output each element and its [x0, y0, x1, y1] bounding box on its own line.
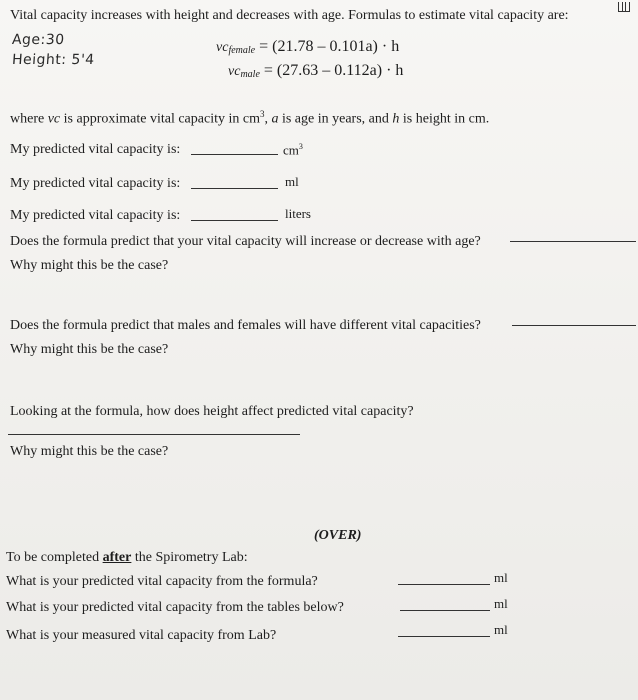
where-sup: 3 [259, 109, 265, 119]
where-vc: vc [47, 111, 61, 127]
where-text-2: is approximate vital capacity in cm [60, 111, 260, 127]
formula-female [216, 38, 399, 56]
predicted-ml-blank[interactable] [191, 188, 278, 189]
after-lab-item-measured: What is your measured vital capacity from Lab? [6, 628, 277, 643]
formula-male-subscript: male [240, 69, 260, 80]
where-line [10, 106, 489, 128]
unit-cm3-sup: 3 [298, 142, 303, 151]
formula-male-symbol: vc [228, 64, 241, 79]
handwritten-height: Height: 5'4 [11, 52, 96, 68]
where-a: a [271, 111, 279, 127]
unit-cm3 [283, 142, 303, 158]
unit-ml: ml [285, 174, 299, 189]
unit-liters: liters [285, 206, 311, 221]
formula-male-rhs: = (27.63 – 0.112a) · h [263, 62, 404, 79]
intro-sentence: Vital capacity increases with height and decreases with age. Formulas to estimate vital capacity are: [10, 8, 569, 23]
answer-height-blank[interactable] [8, 434, 300, 435]
formula-female-subscript: female [228, 45, 256, 56]
after-lab-text-1: To be completed [6, 550, 103, 565]
formula-male [228, 62, 403, 80]
question-sex-why: Why might this be the case? [10, 342, 169, 357]
icon-box-mark [618, 2, 630, 12]
answer-sex-blank[interactable] [512, 325, 636, 326]
where-text-3: , [264, 111, 272, 127]
after-lab-emphasis: after [102, 550, 132, 565]
handwritten-age: Age:30 [11, 32, 66, 48]
question-age-why: Why might this be the case? [10, 258, 169, 273]
after-lab-measured-blank[interactable] [398, 636, 490, 637]
answer-age-blank[interactable] [510, 241, 636, 242]
after-lab-heading [6, 550, 248, 566]
after-lab-tables-blank[interactable] [400, 610, 490, 611]
predicted-label-cm3: My predicted vital capacity is: [10, 142, 181, 157]
after-lab-text-2: the Spirometry Lab: [131, 550, 248, 565]
where-text-5: is height in cm. [399, 111, 490, 127]
unit-cm3-text: cm [283, 142, 299, 158]
after-lab-item-formula: What is your predicted vital capacity from the formula? [6, 574, 318, 589]
predicted-label-ml: My predicted vital capacity is: [10, 176, 181, 191]
over-label: (OVER) [314, 528, 362, 543]
after-lab-formula-unit: ml [494, 570, 508, 585]
predicted-liters-blank[interactable] [191, 220, 278, 221]
question-height-why: Why might this be the case? [10, 444, 169, 459]
formula-female-symbol: vc [216, 40, 229, 55]
after-lab-formula-blank[interactable] [398, 584, 490, 585]
question-sex: Does the formula predict that males and females will have different vital capacities? [10, 318, 481, 333]
after-lab-tables-unit: ml [494, 596, 508, 611]
question-height: Looking at the formula, how does height affect predicted vital capacity? [10, 404, 414, 419]
predicted-label-liters: My predicted vital capacity is: [10, 208, 181, 223]
where-text-1: where [10, 111, 48, 127]
predicted-cm3-blank[interactable] [191, 154, 278, 155]
where-h: h [392, 111, 400, 127]
question-age: Does the formula predict that your vital capacity will increase or decrease with age? [10, 234, 481, 249]
after-lab-measured-unit: ml [494, 622, 508, 637]
after-lab-item-tables: What is your predicted vital capacity from the tables below? [6, 600, 344, 615]
where-text-4: is age in years, and [278, 111, 393, 127]
formula-female-rhs: = (21.78 – 0.101a) · h [259, 38, 400, 55]
